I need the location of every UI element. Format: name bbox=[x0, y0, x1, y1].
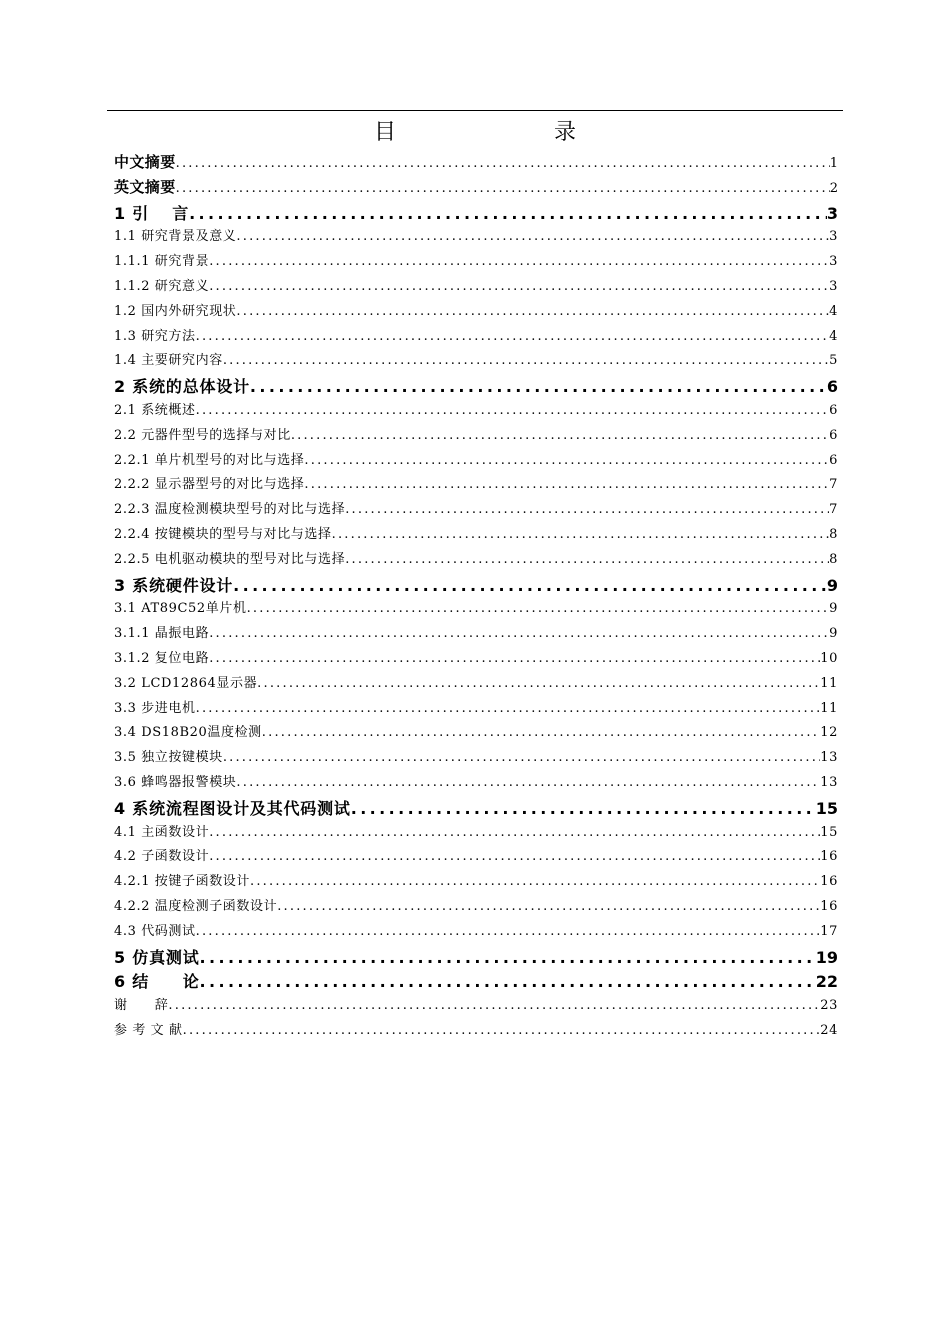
toc-entry[interactable] bbox=[114, 449, 838, 474]
toc-leader-dots bbox=[176, 156, 830, 171]
header-rule bbox=[107, 110, 843, 111]
toc-entry-label: 4.2 子函数设计 bbox=[114, 849, 210, 865]
toc-entry-page: 9 bbox=[829, 626, 838, 642]
toc-entry[interactable] bbox=[114, 498, 838, 523]
toc-leader-dots bbox=[196, 924, 821, 939]
toc-entry[interactable] bbox=[114, 349, 838, 374]
toc-leader-dots bbox=[250, 377, 827, 396]
toc-leader-dots bbox=[233, 576, 827, 595]
toc-entry-label: 谢 辞 bbox=[114, 998, 169, 1014]
toc-entry[interactable] bbox=[114, 994, 838, 1019]
toc-entry-label: 3 系统硬件设计 bbox=[114, 575, 234, 595]
toc-leader-dots bbox=[236, 775, 820, 790]
toc-entry-label: 4.3 代码测试 bbox=[114, 923, 196, 939]
toc-leader-dots bbox=[168, 998, 820, 1013]
toc-entry-page: 23 bbox=[820, 998, 838, 1014]
toc-entry[interactable] bbox=[114, 945, 838, 970]
toc-leader-dots bbox=[196, 403, 830, 418]
toc-entry-page: 9 bbox=[829, 601, 838, 617]
toc-leader-dots bbox=[183, 1023, 821, 1038]
toc-entry[interactable] bbox=[114, 895, 838, 920]
toc-entry-label: 2.2.1 单片机型号的对比与选择 bbox=[114, 452, 305, 468]
toc-leader-dots bbox=[200, 948, 816, 967]
toc-entry-page: 6 bbox=[826, 377, 838, 397]
toc-entry-label: 3.1 AT89C52单片机 bbox=[114, 601, 247, 617]
toc-entry[interactable] bbox=[114, 622, 838, 647]
toc-entry-page: 11 bbox=[820, 700, 838, 716]
toc-leader-dots bbox=[223, 353, 829, 368]
toc-entry-label: 3.2 LCD12864显示器 bbox=[114, 675, 258, 691]
toc-entry[interactable] bbox=[114, 721, 838, 746]
toc-entry[interactable] bbox=[114, 275, 838, 300]
toc-entry-label: 1 引 言 bbox=[114, 203, 190, 223]
toc-entry-label: 3.3 步进电机 bbox=[114, 700, 196, 716]
toc-entry-label: 1.3 研究方法 bbox=[114, 328, 196, 344]
toc-entry[interactable] bbox=[114, 325, 838, 350]
toc-entry-page: 16 bbox=[820, 849, 838, 865]
toc-entry-page: 1 bbox=[829, 156, 838, 171]
toc-entry-label: 1.4 主要研究内容 bbox=[114, 353, 223, 369]
toc-leader-dots bbox=[209, 279, 829, 294]
toc-entry-page: 3 bbox=[829, 278, 838, 294]
toc-leader-dots bbox=[351, 799, 816, 818]
toc-entry-label: 2.2 元器件型号的选择与对比 bbox=[114, 427, 291, 443]
toc-leader-dots bbox=[200, 972, 816, 991]
toc-entry[interactable] bbox=[114, 250, 838, 275]
toc-entry-label: 参 考 文 献 bbox=[114, 1022, 183, 1038]
toc-leader-dots bbox=[345, 552, 829, 567]
toc-entry-page: 8 bbox=[829, 551, 838, 567]
toc-entry-label: 1.2 国内外研究现状 bbox=[114, 303, 237, 319]
toc-entry[interactable] bbox=[114, 473, 838, 498]
toc-leader-dots bbox=[345, 502, 829, 517]
toc-entry[interactable] bbox=[114, 870, 838, 895]
toc-entry-label: 2 系统的总体设计 bbox=[114, 377, 250, 397]
toc-leader-dots bbox=[262, 725, 820, 740]
toc-entry-label: 2.2.2 显示器型号的对比与选择 bbox=[114, 477, 305, 493]
toc-entry-page: 3 bbox=[829, 254, 838, 270]
toc-entry-label: 4.2.1 按键子函数设计 bbox=[114, 874, 251, 890]
toc-entry-page: 3 bbox=[826, 203, 838, 223]
toc-entry-page: 9 bbox=[826, 575, 838, 595]
toc-entry-page: 22 bbox=[815, 972, 838, 992]
toc-leader-dots bbox=[257, 676, 820, 691]
toc-entry-page: 6 bbox=[829, 452, 838, 468]
toc-entry-label: 3.1.2 复位电路 bbox=[114, 650, 210, 666]
toc-entry-label: 中文摘要 bbox=[114, 153, 176, 171]
toc-entry[interactable] bbox=[114, 300, 838, 325]
toc-leader-dots bbox=[196, 329, 830, 344]
toc-entry-label: 英文摘要 bbox=[114, 177, 176, 196]
toc-entry[interactable] bbox=[114, 573, 838, 598]
toc-entry-page: 8 bbox=[829, 526, 838, 542]
toc-leader-dots bbox=[236, 304, 829, 319]
toc-entry-page: 11 bbox=[820, 675, 838, 691]
toc-entry-page: 6 bbox=[829, 402, 838, 418]
toc-leader-dots bbox=[189, 204, 827, 223]
toc-entry-page: 4 bbox=[829, 328, 838, 344]
toc-leader-dots bbox=[247, 601, 830, 616]
toc-entry-label: 2.2.4 按键模块的型号与对比与选择 bbox=[114, 526, 332, 542]
toc-entry-page: 7 bbox=[829, 477, 838, 493]
toc-leader-dots bbox=[209, 254, 829, 269]
toc-entry[interactable] bbox=[114, 697, 838, 722]
toc-entry-page: 17 bbox=[820, 923, 838, 939]
toc-entry-label: 1.1.2 研究意义 bbox=[114, 278, 210, 294]
toc-entry-page: 10 bbox=[820, 650, 838, 666]
toc-entry[interactable] bbox=[114, 151, 838, 176]
toc-entry-label: 4.2.2 温度检测子函数设计 bbox=[114, 898, 278, 914]
toc-entry-page: 15 bbox=[820, 824, 838, 840]
toc-entry-page: 13 bbox=[820, 774, 838, 790]
toc-leader-dots bbox=[196, 701, 821, 716]
toc-entry-label: 3.4 DS18B20温度检测 bbox=[114, 725, 262, 741]
toc-entry[interactable] bbox=[114, 399, 838, 424]
toc-entry-label: 3.6 蜂鸣器报警模块 bbox=[114, 774, 237, 790]
toc-entry[interactable] bbox=[114, 969, 838, 994]
toc-leader-dots bbox=[304, 453, 829, 468]
toc-entry[interactable] bbox=[114, 523, 838, 548]
toc-entry[interactable] bbox=[114, 821, 838, 846]
toc-entry-page: 13 bbox=[820, 750, 838, 766]
toc-entry-page: 3 bbox=[829, 229, 838, 245]
table-of-contents bbox=[114, 151, 838, 1044]
toc-leader-dots bbox=[176, 181, 830, 196]
toc-entry[interactable] bbox=[114, 176, 838, 201]
toc-entry-label: 2.1 系统概述 bbox=[114, 402, 196, 418]
toc-entry-page: 24 bbox=[820, 1022, 838, 1038]
toc-leader-dots bbox=[209, 626, 829, 641]
toc-leader-dots bbox=[291, 428, 829, 443]
toc-leader-dots bbox=[209, 849, 820, 864]
toc-entry-label: 3.5 独立按键模块 bbox=[114, 750, 223, 766]
toc-entry[interactable] bbox=[114, 672, 838, 697]
toc-entry-label: 6 结 论 bbox=[114, 972, 200, 992]
toc-entry-page: 15 bbox=[815, 798, 838, 818]
toc-entry-page: 4 bbox=[829, 303, 838, 319]
toc-entry-page: 19 bbox=[815, 947, 838, 967]
toc-entry-label: 4.1 主函数设计 bbox=[114, 824, 210, 840]
toc-entry-page: 16 bbox=[820, 898, 838, 914]
toc-entry[interactable] bbox=[114, 597, 838, 622]
toc-entry[interactable] bbox=[114, 548, 838, 573]
toc-leader-dots bbox=[277, 899, 820, 914]
toc-leader-dots bbox=[209, 825, 820, 840]
toc-entry-label: 1.1 研究背景及意义 bbox=[114, 229, 237, 245]
toc-entry-label: 1.1.1 研究背景 bbox=[114, 254, 210, 270]
toc-entry[interactable] bbox=[114, 845, 838, 870]
toc-leader-dots bbox=[250, 874, 820, 889]
toc-entry[interactable] bbox=[114, 771, 838, 796]
toc-entry-label: 5 仿真测试 bbox=[114, 947, 200, 967]
toc-entry[interactable] bbox=[114, 796, 838, 821]
toc-entry-page: 12 bbox=[820, 725, 838, 741]
toc-entry-page: 16 bbox=[820, 874, 838, 890]
toc-entry[interactable] bbox=[114, 1019, 838, 1044]
toc-entry-page: 7 bbox=[829, 502, 838, 518]
toc-entry-page: 6 bbox=[829, 427, 838, 443]
toc-entry[interactable] bbox=[114, 424, 838, 449]
toc-entry-label: 2.2.5 电机驱动模块的型号对比与选择 bbox=[114, 551, 346, 567]
toc-entry-label: 2.2.3 温度检测模块型号的对比与选择 bbox=[114, 502, 346, 518]
toc-leader-dots bbox=[223, 750, 820, 765]
toc-entry-label: 3.1.1 晶振电路 bbox=[114, 626, 210, 642]
toc-entry-page: 2 bbox=[829, 180, 838, 196]
toc-leader-dots bbox=[304, 477, 829, 492]
toc-entry[interactable] bbox=[114, 920, 838, 945]
toc-entry[interactable] bbox=[114, 201, 838, 226]
toc-leader-dots bbox=[209, 651, 820, 666]
page-title: 目 录 bbox=[373, 120, 614, 145]
toc-entry-label: 4 系统流程图设计及其代码测试 bbox=[114, 798, 351, 818]
toc-entry-page: 5 bbox=[829, 353, 838, 369]
toc-entry[interactable] bbox=[114, 225, 838, 250]
toc-entry[interactable] bbox=[114, 374, 838, 399]
toc-entry[interactable] bbox=[114, 647, 838, 672]
toc-leader-dots bbox=[236, 229, 829, 244]
toc-leader-dots bbox=[332, 527, 830, 542]
toc-entry[interactable] bbox=[114, 746, 838, 771]
